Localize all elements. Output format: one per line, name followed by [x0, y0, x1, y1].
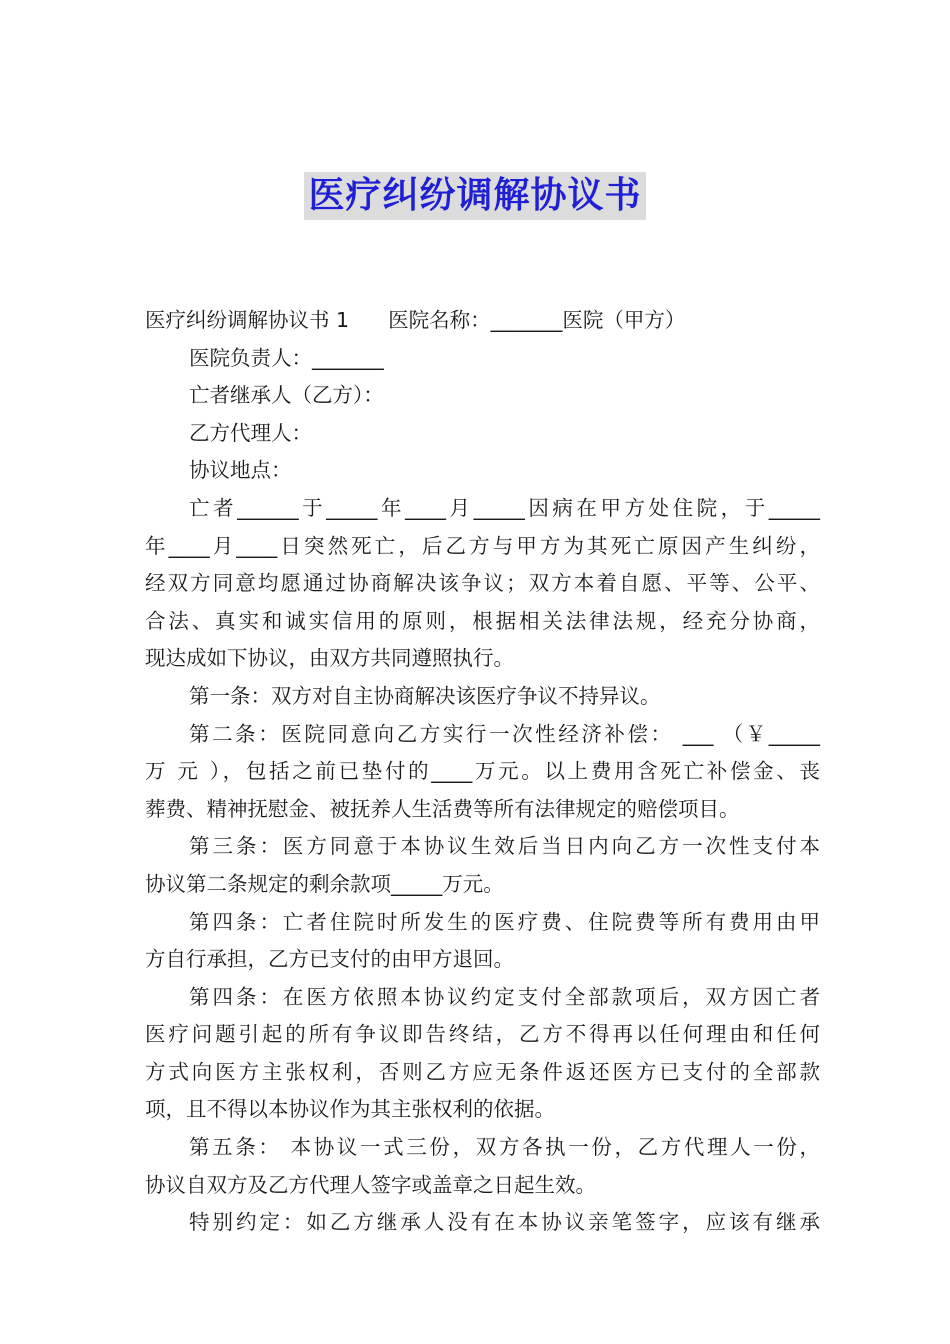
- article-3-line: 协议第二条规定的剩余款项_____万元。: [145, 871, 504, 896]
- article-4a-line: 第四条：亡者住院时所发生的医疗费、住院费等所有费用由甲: [189, 909, 820, 934]
- preamble-line: 年____月____日突然死亡，后乙方与甲方为其死亡原因产生纠纷，: [145, 533, 820, 558]
- title-container: [0, 172, 950, 220]
- preamble-line: 经双方同意均愿通过协商解决该争议；双方本着自愿、平等、公平、: [145, 571, 820, 596]
- article-4b-line: 医疗问题引起的所有争议即告终结，乙方不得再以任何理由和任何: [145, 1022, 820, 1047]
- article-5-line: 协议自双方及乙方代理人签字或盖章之日起生效。: [145, 1172, 596, 1197]
- article-1: 第一条：双方对自主协商解决该医疗争议不持异议。: [189, 683, 661, 708]
- field-heir: 亡者继承人（乙方）：: [189, 383, 384, 408]
- special-agreement-line: 特别约定：如乙方继承人没有在本协议亲笔签字，应该有继承: [189, 1210, 820, 1235]
- field-location: 协议地点：: [189, 458, 292, 483]
- article-4b-line: 项，且不得以本协议作为其主张权利的依据。: [145, 1097, 555, 1122]
- article-4b-line: 第四条：在医方依照本协议约定支付全部款项后，双方因亡者: [189, 984, 820, 1009]
- article-4a-line: 方自行承担，乙方已支付的由甲方退回。: [145, 947, 514, 972]
- article-5-line: 第五条： 本协议一式三份，双方各执一份，乙方代理人一份，: [189, 1135, 820, 1160]
- field-agent: 乙方代理人：: [189, 420, 312, 445]
- article-3-line: 第三条：医方同意于本协议生效后当日内向乙方一次性支付本: [189, 834, 820, 859]
- article-2-line: 葬费、精神抚慰金、被抚养人生活费等所有法律规定的赔偿项目。: [145, 796, 740, 821]
- article-4b-line: 方式向医方主张权利，否则乙方应无条件返还医方已支付的全部款: [145, 1059, 820, 1084]
- article-2-line: 第二条：医院同意向乙方实行一次性经济补偿： ___ （￥_____: [189, 721, 820, 746]
- preamble-line: 合法、真实和诚实信用的原则，根据相关法律法规，经充分协商，: [145, 608, 820, 633]
- field-hospital-head: 医院负责人：_______: [189, 345, 384, 370]
- document-body: [145, 302, 820, 1242]
- preamble-line: 现达成如下协议，由双方共同遵照执行。: [145, 646, 514, 671]
- article-2-line: 万 元 ），包括之前已垫付的____万元。以上费用含死亡补偿金、丧: [145, 759, 820, 784]
- header-line: 医疗纠纷调解协议书 1 医院名称：_______医院（甲方）: [145, 308, 686, 332]
- preamble-line: 亡者______于_____年____月_____因病在甲方处住院，于_____: [189, 495, 820, 520]
- document-title: 医疗纠纷调解协议书: [304, 172, 645, 220]
